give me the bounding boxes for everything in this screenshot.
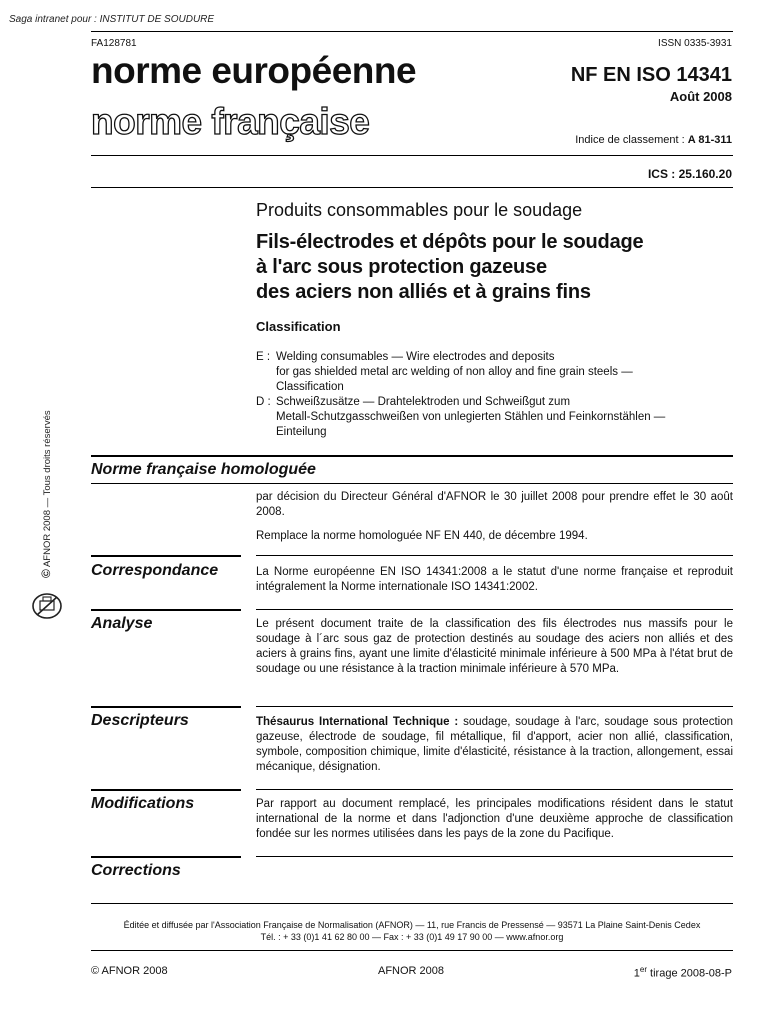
paragraph: par décision du Directeur Général d'AFNOR le 30 juillet 2008 pour prendre effet le 30 août 2008.	[256, 491, 733, 518]
translated-titles	[256, 350, 665, 440]
copyright-notice: AFNOR 2008 — Tous droits réservés	[42, 410, 53, 568]
section-rule-short	[91, 706, 241, 708]
language-code: D :	[256, 396, 271, 408]
standard-number: NF EN ISO 14341	[570, 64, 732, 86]
publisher-info	[91, 919, 733, 943]
header-rule	[91, 31, 733, 32]
translation-line: Einteilung	[276, 426, 327, 438]
heading-modifications: Modifications	[91, 795, 195, 812]
title-norme-francaise: norme française	[91, 101, 370, 142]
copyright-vertical-text	[34, 398, 58, 578]
correspondance-text: La Norme européenne EN ISO 14341:2008 a le statut d'une norme française et reproduit intégralement la Norme internationale ISO 14341:2002.	[256, 566, 733, 593]
footer-top-rule	[91, 903, 733, 904]
printing-superscript: er	[639, 965, 647, 974]
printing-number: 1	[633, 967, 640, 980]
publisher-address: Éditée et diffusée par l'Association Française de Normalisation (AFNOR) — 11, rue Francis de Pressensé — 93571 La Plaine Saint-Denis Cedex	[123, 920, 701, 930]
section-rule-long	[256, 856, 733, 857]
translation-english	[256, 350, 665, 365]
heading-correspondance: Correspondance	[91, 562, 219, 579]
thesaurus-label: Thésaurus International Technique :	[256, 716, 459, 728]
heading-descripteurs: Descripteurs	[91, 712, 189, 729]
indice-value: A 81-311	[687, 134, 732, 146]
ics-code: ICS : 25.160.20	[647, 167, 732, 181]
translation-line: for gas shielded metal arc welding of non alloy and fine grain steels —	[276, 366, 633, 378]
descripteurs-keywords: soudage, soudage à l'arc, soudage sous protection gazeuse, électrode de soudage, fil métallique, fil d'apport, acier non allié, classification, symbole, composition chimique, limite d'élasticité, résistance à la traction, allongement, essai mécanique, désignation.	[256, 716, 733, 773]
section-rule-short	[91, 789, 241, 791]
section-rule-long	[256, 706, 733, 707]
ics-rule	[91, 187, 733, 188]
descripteurs-text	[256, 715, 733, 775]
intranet-label: Saga intranet pour : INSTITUT DE SOUDURE	[9, 14, 215, 25]
title-norme-europeenne: norme européenne	[91, 50, 417, 91]
heading-analyse: Analyse	[91, 615, 153, 632]
no-photocopy-icon	[30, 592, 64, 620]
translation-line: Classification	[276, 381, 344, 393]
indice-label: Indice de classement :	[575, 134, 685, 146]
section-rule-long	[256, 555, 733, 556]
document-id: FA128781	[91, 38, 137, 49]
translation-line: Schweißzusätze — Drahtelektroden und Schweißgut zum	[276, 396, 571, 408]
translation-german	[256, 395, 665, 410]
paragraph: Remplace la norme homologuée NF EN 440, de décembre 1994.	[256, 530, 588, 542]
indice-classement	[575, 134, 732, 146]
printing-text: tirage 2008-08-P	[647, 967, 732, 980]
issn: ISSN 0335-3931	[658, 38, 732, 49]
title-line: à l'arc sous protection gazeuse	[256, 256, 547, 278]
title-line: des aciers non alliés et à grains fins	[256, 281, 591, 303]
product-category: Produits consommables pour le soudage	[256, 200, 583, 220]
section-rule	[91, 483, 733, 484]
footer-copyright: © AFNOR 2008	[91, 965, 168, 977]
publication-date: Août 2008	[669, 89, 732, 104]
classification-label: Classification	[256, 319, 341, 334]
copyright-symbol: ©	[39, 569, 53, 578]
analyse-text: Le présent document traite de la classification des fils électrodes nus massifs pour le soudage à l´arc sous gaz de protection destinés au soudage des aciers non alliés et des aciers à grains fins, ayant une limite d'élasticité minimale inférieure à 500 MPa à l'état brut de soudage ou une résistance à la traction minimale inférieure à 570 MPa.	[256, 618, 733, 675]
footer-center: AFNOR 2008	[378, 965, 445, 977]
header-bottom-rule	[91, 155, 733, 156]
language-code: E :	[256, 351, 271, 363]
section-rule-short	[91, 856, 241, 858]
modifications-text: Par rapport au document remplacé, les principales modifications résident dans le statut international de la norme et dans l'adjonction d'une deuxième approche de classification fondée sur les normes utilisées dans les pays de la zone du Pacifique.	[256, 798, 733, 840]
section-rule-long	[256, 609, 733, 610]
translation-line: Metall-Schutzgasschweißen von unlegierten Stählen und Feinkornstählen —	[276, 411, 666, 423]
publisher-contact: Tél. : + 33 (0)1 41 62 80 00 — Fax : + 33 (0)1 49 17 90 00 — www.afnor.org	[260, 932, 564, 942]
section-rule	[91, 455, 733, 457]
copyright-sidebar	[34, 398, 58, 578]
homologuee-text	[256, 490, 733, 553]
heading-homologuee: Norme française homologuée	[91, 461, 316, 478]
section-rule-short	[91, 609, 241, 611]
translation-line: Welding consumables — Wire electrodes and deposits	[276, 351, 555, 363]
title-line: Fils-électrodes et dépôts pour le soudage	[256, 231, 644, 253]
heading-corrections: Corrections	[91, 862, 181, 879]
section-rule-long	[256, 789, 733, 790]
footer-bottom-rule	[91, 950, 733, 951]
footer-printing	[634, 965, 732, 980]
document-title	[256, 230, 643, 305]
section-rule-short	[91, 555, 241, 557]
